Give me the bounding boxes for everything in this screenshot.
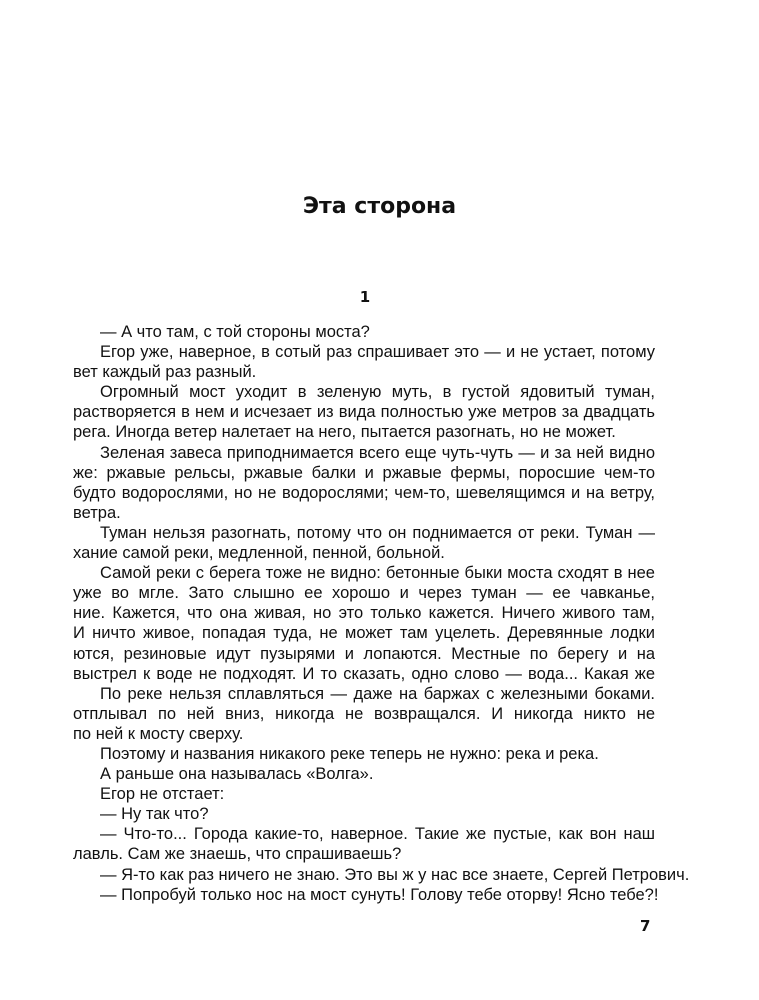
- text-line: — Я-то как раз ничего не знаю. Это вы ж у нас все знаете, Сергей Петрович.: [100, 865, 690, 884]
- text-line: И ничто живое, попадая туда, не может там уцелеть. Деревянные лодки: [73, 624, 655, 643]
- text-line: лавль. Сам же знаешь, что спрашиваешь?: [73, 845, 402, 864]
- text-line: же: ржавые рельсы, ржавые балки и ржавые фермы, поросшие чем-то: [73, 463, 655, 482]
- text-line: ние. Кажется, что она живая, но это только кажется. Ничего живого там,: [73, 604, 655, 623]
- text-line: отплывал по ней вниз, никогда не возвращался. И никогда никто не: [73, 704, 655, 723]
- text-line: хание самой реки, медленной, пенной, больной.: [73, 544, 445, 563]
- text-line: Огромный мост уходит в зеленую муть, в густой ядовитый туман,: [100, 383, 655, 402]
- text-line: по ней к мосту сверху.: [73, 724, 244, 743]
- text-line: — Ну так что?: [100, 805, 209, 824]
- text-line: Зеленая завеса приподнимается всего еще чуть-чуть — и за ней видно: [100, 443, 655, 462]
- text-line: выстрел к воде не подходят. И то сказать, одно слово — вода... Какая же: [73, 664, 655, 683]
- text-line: вет каждый раз разный.: [73, 363, 257, 382]
- text-line: — Что-то... Города какие-то, наверное. Такие же пустые, как вон наш: [100, 825, 655, 844]
- text-line: уже во мгле. Зато слышно ее хорошо и через туман — ее чавканье,: [73, 584, 655, 603]
- body-text: [73, 322, 690, 905]
- text-line: растворяется в нем и исчезает из вида полностью уже метров за двадцать: [73, 403, 655, 422]
- text-line: рега. Иногда ветер налетает на него, пытается разогнать, но не может.: [73, 423, 616, 442]
- text-line: ются, резиновые идут пузырями и лопаются. Местные по берегу и на: [73, 644, 655, 663]
- text-line: Самой реки с берега тоже не видно: бетонные быки моста сходят в нее: [100, 564, 655, 583]
- chapter-title: Эта сторона: [302, 194, 457, 219]
- page-number: 7: [640, 917, 651, 935]
- text-line: — Попробуй только нос на мост сунуть! Голову тебе оторву! Ясно тебе?!: [100, 885, 659, 904]
- text-line: По реке нельзя сплавляться — даже на баржах с железными боками.: [100, 684, 655, 703]
- text-line: Егор уже, наверное, в сотый раз спрашивает это — и не устает, потому: [100, 343, 655, 362]
- text-line: А раньше она называлась «Волга».: [100, 765, 374, 784]
- text-line: Туман нельзя разогнать, потому что он поднимается от реки. Туман —: [100, 523, 655, 542]
- text-line: Поэтому и названия никакого реке теперь не нужно: река и река.: [100, 744, 599, 763]
- text-line: будто водорослями, но не водорослями; чем-то, шевелящимся и на ветру,: [73, 483, 655, 502]
- section-number: 1: [359, 288, 371, 306]
- text-line: Егор не отстает:: [100, 785, 225, 804]
- text-line: ветра.: [73, 503, 121, 522]
- text-line: — А что там, с той стороны моста?: [100, 323, 370, 341]
